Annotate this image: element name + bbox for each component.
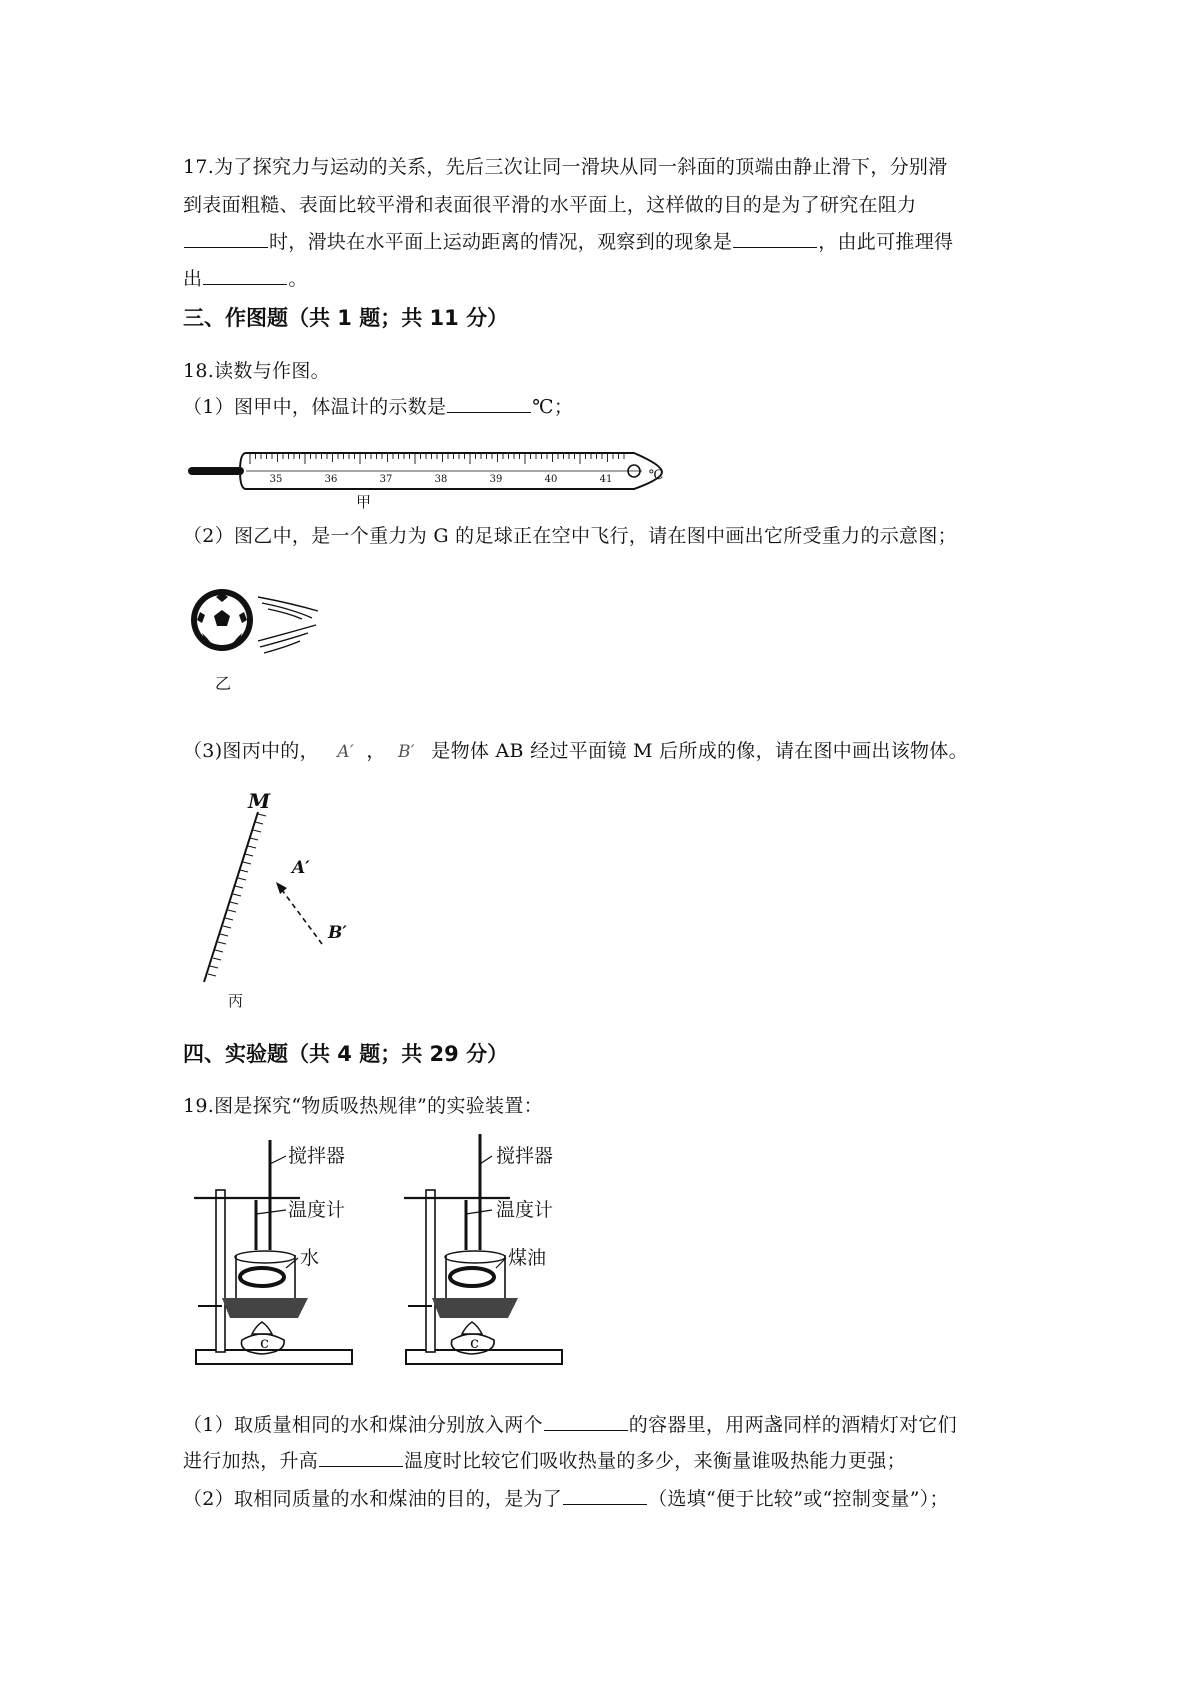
thermometer-label: 温度计 bbox=[288, 1199, 346, 1221]
thermometer-label: 温度计 bbox=[496, 1199, 554, 1221]
q17-text-c: 出 bbox=[183, 268, 203, 290]
left-apparatus bbox=[194, 1140, 352, 1364]
q19-text: 温度时比较它们吸收热量的多少，来衡量谁吸热能力更强； bbox=[404, 1450, 906, 1472]
q19-part1-line2 bbox=[183, 1448, 906, 1474]
q18-part3-end: 是物体 AB 经过平面镜 M 后所成的像，请在图中画出该物体。 bbox=[431, 740, 968, 762]
q17-line2: 到表面粗糙、表面比较平滑和表面很平滑的水平面上，这样做的目的是为了研究在阻力 bbox=[183, 194, 917, 216]
answer-blank[interactable] bbox=[319, 1448, 403, 1467]
mirror-label-a: A′ bbox=[292, 858, 310, 878]
q18-part1-text: （1）图甲中，体温计的示数是 bbox=[183, 396, 447, 418]
q17-text-a: 时，滑块在水平面上运动距离的情况，观察到的现象是 bbox=[269, 231, 733, 253]
plane-mirror-diagram bbox=[196, 790, 376, 990]
soccer-ball-icon bbox=[190, 583, 340, 668]
tick-label: 38 bbox=[434, 474, 448, 485]
q18-part1-unit: ℃； bbox=[532, 396, 574, 418]
figure-caption: 甲 bbox=[356, 493, 372, 511]
stirrer-label: 搅拌器 bbox=[496, 1145, 554, 1167]
q18-part1 bbox=[183, 394, 573, 420]
heating-apparatus-figure bbox=[190, 1130, 610, 1370]
answer-blank[interactable] bbox=[733, 229, 817, 248]
figure-caption: 丙 bbox=[228, 992, 244, 1010]
svg-text:ⅽ: ⅽ bbox=[260, 1333, 269, 1352]
q19-text: （选填“便于比较”或“控制变量”）； bbox=[648, 1488, 949, 1510]
q18-part3-sep: ， bbox=[366, 740, 386, 762]
q17-line4 bbox=[183, 266, 308, 292]
mirror-label-m: M bbox=[248, 790, 271, 813]
section-heading-drawing: 三、作图题（共 1 题；共 11 分） bbox=[183, 306, 509, 330]
answer-blank[interactable] bbox=[203, 266, 287, 285]
section-heading-experiment: 四、实验题（共 4 题；共 29 分） bbox=[183, 1042, 509, 1066]
mirror-label-b: B′ bbox=[328, 923, 347, 943]
q17-text-b: ，由此可推理得 bbox=[818, 231, 954, 253]
q19-text: 进行加热，升高 bbox=[183, 1450, 319, 1472]
stirrer-label: 搅拌器 bbox=[288, 1145, 346, 1167]
q18-part3-text: （3)图丙中的， bbox=[183, 740, 319, 762]
tick-label: 41 bbox=[599, 474, 613, 485]
q18-part2: （2）图乙中，是一个重力为 G 的足球正在空中飞行，请在图中画出它所受重力的示意图； bbox=[183, 525, 957, 547]
ball-figure bbox=[190, 583, 340, 693]
b-prime-label: B′ bbox=[398, 742, 415, 762]
apparatus-diagram bbox=[190, 1130, 610, 1370]
a-prime-label: A′ bbox=[337, 742, 354, 762]
q19-part1-line1 bbox=[183, 1412, 957, 1438]
liquid-label: 煤油 bbox=[508, 1247, 547, 1269]
tick-label: 39 bbox=[489, 474, 503, 485]
answer-blank[interactable] bbox=[563, 1486, 647, 1505]
liquid-label: 水 bbox=[300, 1247, 320, 1269]
mirror-figure bbox=[196, 790, 376, 1020]
tick-label: 35 bbox=[269, 474, 283, 485]
thermometer-icon bbox=[186, 445, 676, 507]
q18-part3 bbox=[183, 738, 968, 765]
tick-label: 37 bbox=[379, 474, 393, 485]
tick-label: 36 bbox=[324, 474, 338, 485]
answer-blank[interactable] bbox=[544, 1412, 628, 1431]
q17-line3 bbox=[183, 229, 953, 255]
tick-label: 40 bbox=[544, 474, 558, 485]
q17-text-d: 。 bbox=[288, 268, 308, 290]
unit-label: ℃ bbox=[648, 468, 664, 483]
q19-text: 的容器里，用两盏同样的酒精灯对它们 bbox=[628, 1414, 957, 1436]
q18-intro: 18.读数与作图。 bbox=[183, 360, 330, 382]
q19-text: （2）取相同质量的水和煤油的目的，是为了 bbox=[183, 1488, 563, 1510]
svg-text:ⅽ: ⅽ bbox=[470, 1333, 479, 1352]
answer-blank[interactable] bbox=[447, 394, 531, 413]
figure-caption: 乙 bbox=[215, 674, 232, 693]
answer-blank[interactable] bbox=[184, 229, 268, 248]
q19-intro: 19.图是探究“物质吸热规律”的实验装置： bbox=[183, 1095, 543, 1117]
q17-line1: 17.为了探究力与运动的关系，先后三次让同一滑块从同一斜面的顶端由静止滑下，分别滑 bbox=[183, 156, 948, 178]
thermometer-figure bbox=[186, 445, 676, 511]
q19-part2 bbox=[183, 1486, 949, 1512]
q19-text: （1）取质量相同的水和煤油分别放入两个 bbox=[183, 1414, 543, 1436]
